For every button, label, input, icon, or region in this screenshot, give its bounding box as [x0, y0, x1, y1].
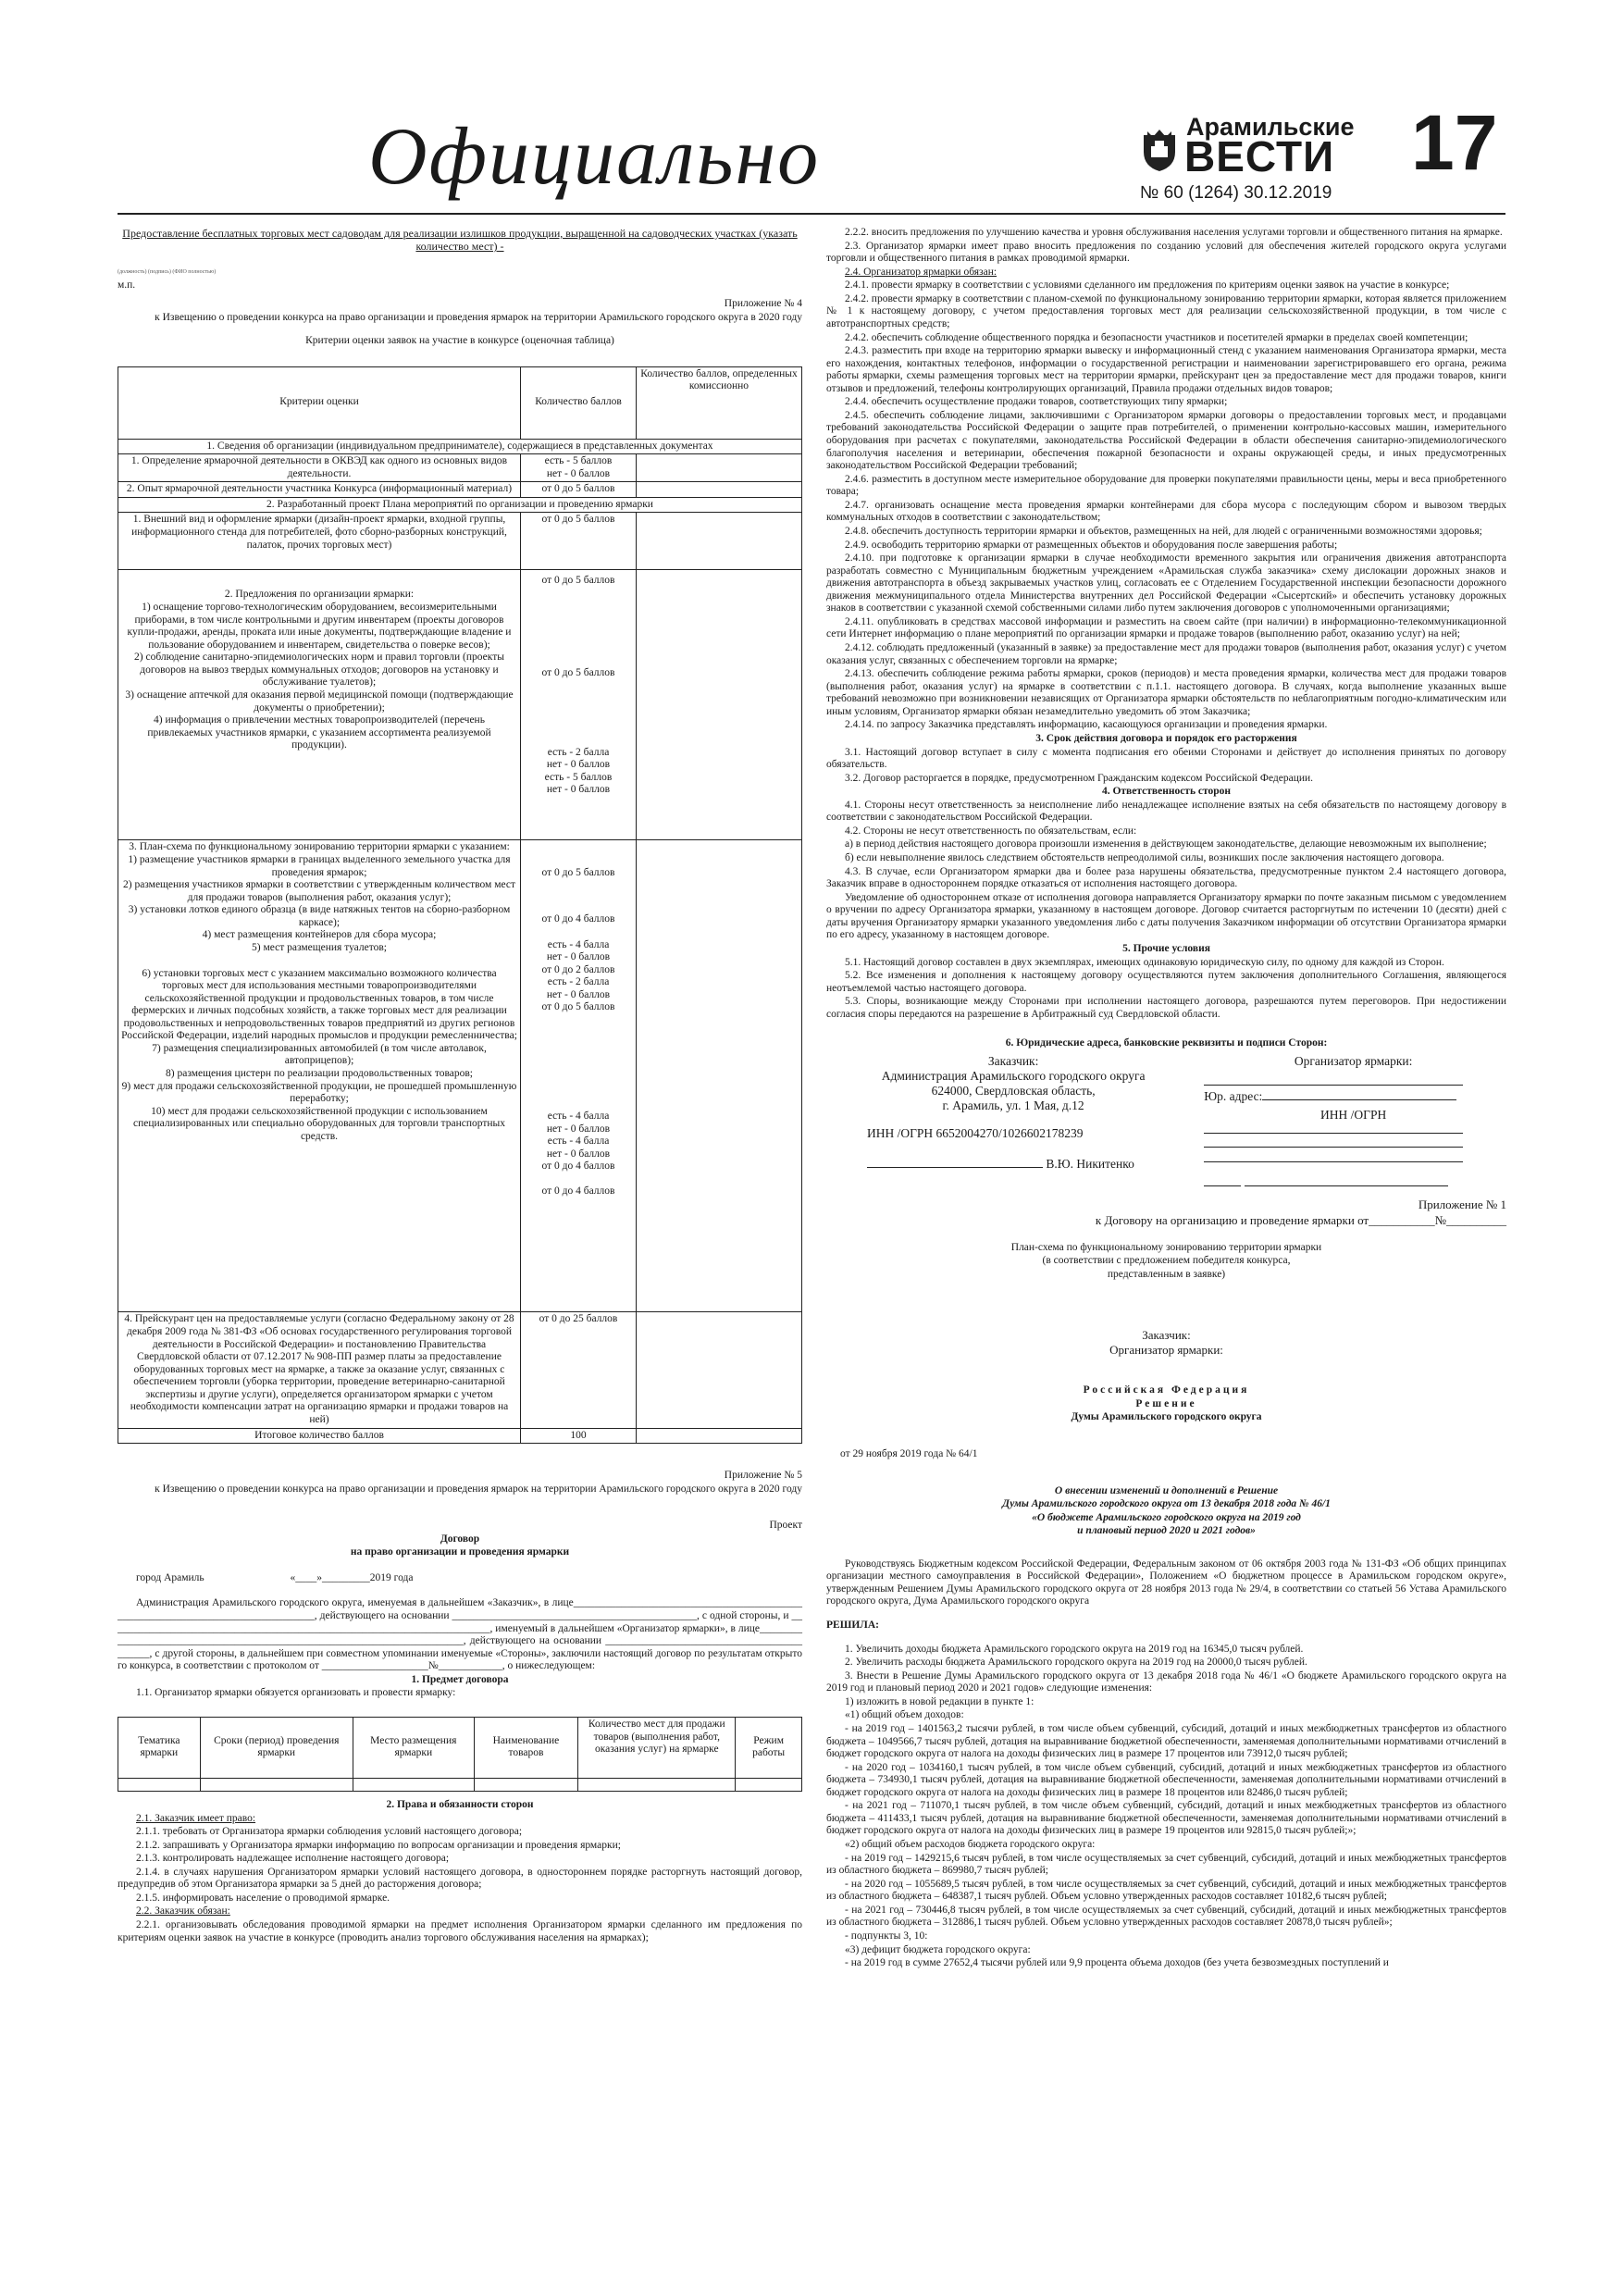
paragraph: - на 2020 год – 1034160,1 тысяч рублей, в том числе объем субвенций, субсидий, дотаций и иных межбюджетных трансфертов из областного бюджета – 734930,1 тысяч рублей, дотация на выравнивание бюджетной обеспеченности, заменяемая дополнительными нормативами отчислений в бюджет городского округа от налога на доходы физических лиц в размере 18 процентов или 82486,0 тысяч рублей; — [826, 1761, 1506, 1798]
section-cell: 2. Разработанный проект Плана мероприятий по организации и проведению ярмарки — [118, 497, 802, 513]
paragraph: 2.2. Заказчик обязан: — [136, 1905, 230, 1917]
points-cell: от 0 до 25 баллов — [521, 1312, 637, 1428]
header-cell: Тематика ярмарки — [118, 1717, 201, 1778]
paragraph: 2.4.1. провести ярмарку в соответствии с условиями сделанного им предложения по критериям оценки заявок на участие в конкурсе; — [845, 279, 1450, 292]
criterion-cell: 2. Предложения по организации ярмарки: 1) оснащение торгово-технологическим оборудованием, весоизмерительными приборами, в том числе контрольными и другим инвентарем (проекты договоров купли-продажи, аренды, проката или иные документы, подтверждающие владение и пользование оборудованием и инвентарем, свидетельства о поверке весов); 2) соблюдение санитарно-эпидемиологических норм и правил торговли (проекты договоров на вывоз твердых коммунальных отходов; договоров на установку и обслуживание туалетов); 3) оснащение аптечкой для оказания первой медицинской помощи (подтверждающие документы о приобретении); 4) информация о привлечении местных товаропроизводителей (перечень привлекаемых участников ярмарки, с указанием ассортимента реализуемой продукции). — [118, 570, 521, 840]
right-column — [826, 227, 1506, 1971]
paragraph: 4.2. Стороны не несут ответственность по обязательствам, если: — [845, 825, 1137, 837]
paragraph: 2.4. Организатор ярмарки обязан: — [845, 266, 997, 278]
scheme-signature: Организатор ярмарки: — [1109, 1342, 1223, 1357]
signatures-block — [826, 1054, 1506, 1190]
decision-title: и плановый период 2020 и 2021 годов» — [1077, 1525, 1256, 1537]
paragraph: - на 2021 год – 711070,1 тысяч рублей, в том числе объем субвенций, субсидий, дотаций и иных межбюджетных трансфертов из областного бюджета – 411433,1 тысяч рублей, дотация на выравнивание бюджетной обеспеченности, заменяемая дополнительными нормативами отчислений в бюджет городского округа от налога на доходы физических лиц в размере 19 процентов или 92815,0 тысяч рублей;»; — [826, 1800, 1506, 1837]
paragraph: 2.4.4. обеспечить осуществление продажи товаров, соответствующих типу ярмарки; — [845, 396, 1228, 408]
header-cell: Место размещения ярмарки — [353, 1717, 474, 1778]
paragraph: - на 2021 год – 730446,8 тысяч рублей, в том числе осуществляемых за счет субвенций, субсидий, дотаций и иных межбюджетных трансфертов из областного бюджета – 312886,1 тысяч рублей. Объем условно утвержденных расходов составляет 20878,0 тысяч рублей»; — [826, 1904, 1506, 1929]
paragraph: 5.2. Все изменения и дополнения к настоящему договору осуществляются путем заключения дополнительного Соглашения, являющегося неотъемлемой частью настоящего договора. — [826, 970, 1506, 994]
table-header-row — [118, 1717, 802, 1778]
header-cell: Наименование товаров — [474, 1717, 578, 1778]
newspaper-logo — [1140, 111, 1355, 180]
paragraph: 5.1. Настоящий договор составлен в двух экземплярах, имеющих одинаковую юридическую силу, по одному для каждой из Сторон. — [845, 956, 1444, 968]
paragraph: 2. Увеличить расходы бюджета Арамильского городского округа на 2019 год на 20000,0 тысяч рублей. — [845, 1657, 1307, 1669]
paragraph: 2.1.1. требовать от Организатора ярмарки соблюдения условий настоящего договора; — [136, 1826, 523, 1838]
decision-date: от 29 ноября 2019 года № 64/1 — [840, 1447, 978, 1459]
appendix-number: Приложение № 4 — [724, 297, 802, 309]
scheme-note: представленным в заявке) — [1107, 1269, 1226, 1281]
contract-subtitle: на право организации и проведения ярмарки — [350, 1546, 570, 1558]
points-cell: от 0 до 5 баллов от 0 до 4 баллов есть - 4 балла нет - 0 баллов от 0 до 2 баллов есть - 2 балла нет - 0 баллов от 0 до 5 баллов есть - 4 балла нет - 0 баллов есть - 4 балла нет - 0 баллов от 0 до 4 баллов от 0 до 4 баллов — [521, 840, 637, 1312]
paragraph: Уведомление об одностороннем отказе от исполнения договора направляется Организатору ярмарки по почте заказным письмом с уведомлением о вручении по адресу Организатора ярмарки, указанному в настоящем договоре. Договор считается расторгнутым по истечении 10 (десяти) дней с даты вручения Организатору ярмарки указанного уведомления либо с даты получения Заказчиком информации об отсутствии Организатора ярмарки по его адресу, указанному в настоящем договоре. — [826, 891, 1506, 941]
paragraph: Руководствуясь Бюджетным кодексом Российской Федерации, Федеральным законом от 06 октября 2003 года № 131-ФЗ «Об общих принципах организации местного самоуправления в Российской Федерации», Положением «О бюджетном процессе в Арамильском городском округе», утвержденным Решением Думы Арамильского городского округа от 28 ноября 2013 года № 29/4, в соответствии со статьей 56 Устава Арамильского городского округа, Дума Арамильского городского округа — [826, 1558, 1506, 1607]
header-cell: Сроки (период) проведения ярмарки — [200, 1717, 353, 1778]
total-label: Итоговое количество баллов — [118, 1428, 521, 1444]
table-header-row — [118, 366, 802, 439]
paragraph: 2.1.3. контролировать надлежащее исполнение настоящего договора; — [136, 1853, 450, 1865]
section-row — [118, 497, 802, 513]
table-row — [118, 840, 802, 1312]
criterion-cell: 4. Прейскурант цен на предоставляемые услуги (согласно Федеральному закону от 28 декабря 2009 года № 381-ФЗ «Об основах государственного регулирования торговой деятельности в Российской Федерации» и постановлению Правительства Свердловской области от 07.12.2017 № 908-ПП размер платы за предоставление оборудованных торговых мест на ярмарке, а также за оказание услуг, связанных с обеспечением торговли (уборка территории, проведение ветеринарно-санитарной экспертизы и другие услуги), определяется организатором ярмарки с учетом необходимости компенсации затрат на организацию ярмарки и продажи товаров на ней) — [118, 1312, 521, 1428]
paragraph: 2.2.2. вносить предложения по улучшению качества и уровня обслуживания населения услугами торговли и общественного питания на ярмарке. — [845, 227, 1503, 238]
header-cell: Критерии оценки — [118, 366, 521, 439]
header-divider — [118, 213, 1505, 215]
paragraph: 1.1. Организатор ярмарки обязуется организовать и провести ярмарку: — [136, 1687, 456, 1699]
paragraph: «2) общий объем расходов бюджета городского округа: — [845, 1839, 1096, 1850]
text-line: Предоставление бесплатных торговых мест садоводам для реализации излишков продукции, выращенной на садоводческих участках (указать количество мест) - — [122, 227, 798, 254]
paragraph: 2.4.9. освободить территорию ярмарки от размещенных объектов и оборудования после завершения работы; — [845, 539, 1338, 551]
paragraph: - на 2019 год в сумме 27652,4 тысячи рублей или 9,9 процента объема доходов (без учета безвозмездных поступлений и — [845, 1957, 1389, 1969]
decision-header: Думы Арамильского городского округа — [1071, 1411, 1262, 1423]
paragraph: 2.4.12. соблюдать предложенный (указанный в заявке) за предоставление мест для продажи товаров (выполнения работ, оказания услуг) с учетом оказания услуг, связанных с обеспечением торговли на ярмарке; — [826, 642, 1506, 666]
criterion-cell: 1. Внешний вид и оформление ярмарки (дизайн-проект ярмарки, входной группы, информационного стенда для потребителей, фото сборно-разборных конструкций, палаток, прочих торговых мест) — [118, 513, 521, 570]
paragraph: а) в период действия настоящего договора произошли изменения в действующем законодательстве, делающие невозможным их выполнение; — [845, 838, 1487, 850]
appendix-number: Приложение № 1 — [1418, 1198, 1506, 1212]
section-row — [118, 439, 802, 454]
brand-top: Арамильские — [1186, 113, 1355, 141]
page-number: 17 — [1411, 99, 1498, 186]
criterion-cell: 3. План-схема по функциональному зонированию территории ярмарки с указанием: 1) размещение участников ярмарки в границах выделенного земельного участка для проведения ярмарок; 2) размещения участников ярмарки в соответствии с утвержденным количеством мест для продажи товаров (выполнения работ, оказания услуг); 3) установки лотков единого образца (в виде натяжных тентов на сборно-разборном каркасе); 4) мест размещения контейнеров для сбора мусора; 5) мест размещения туалетов; 6) установки торговых мест с указанием максимально возможного количества торговых мест для использования местными товаропроизводителями сельскохозяйственной продукции и продовольственных товаров, в том числе фермерских и личных подсобных хозяйств, а также торговых мест для реализации продовольственных и непродовольственных товаров предприятий из других регионов Российской Федерации, изделий народных промыслов и продукции ремесленничества; 7) размещения специализированных автомобилей (в том числе автолавок, автоприцепов); 8) размещения цистерн по реализации продовольственных товаров; 9) мест для продажи сельскохозяйственной продукции, не прошедшей промышленную переработку; 10) мест для продажи сельскохозяйственной продукции с использованием специализированных или специально оборудованных для торговли транспортных средств. — [118, 840, 521, 1312]
points-cell: от 0 до 5 баллов — [521, 482, 637, 498]
paragraph: 2.4.2. обеспечить соблюдение общественного порядка и безопасности участников и посетителей ярмарки в пределах своей компетенции; — [845, 331, 1468, 343]
criterion-cell: 2. Опыт ярмарочной деятельности участника Конкурса (информационный материал) — [118, 482, 521, 498]
paragraph: «1) общий объем доходов: — [845, 1709, 964, 1721]
paragraph: 3.1. Настоящий договор вступает в силу с момента подписания его обеими Сторонами и действует до исполнения принятых по договору обязательств. — [826, 746, 1506, 771]
appendix-text: к Договору на организацию и проведение ярмарки от___________№__________ — [1095, 1212, 1506, 1227]
contract-intro: Администрация Арамильского городского округа, именуемая в дальнейшем «Заказчик», в лице________________________________________________________________________________, действующего на основании ______________________________________________, с одной стороны, и ________________________________________________________________________, именуемый в дальнейшем «Организатор ярмарки», в лице_________________________________________________________________________, действующего на основании ___________________________________________, с другой стороны, в дальнейшем при совместном упоминании именуемые «Стороны», заключили настоящий договор по результатам открытого конкурса, в соответствии с протоколом от ____________________№____________, о нижеследующем: — [118, 1597, 802, 1672]
paragraph: 2.4.8. обеспечить доступность территории ярмарки и объектов, размещенных на ней, для людей с ограниченными возможностями здоровья; — [845, 525, 1482, 537]
header-cell: Количество баллов, определенных комиссионно — [637, 366, 802, 439]
appendix-text: к Извещению о проведении конкурса на право организации и проведения ярмарок на территории Арамильского городского округа в 2020 году — [155, 1483, 802, 1495]
paragraph: «3) дефицит бюджета городского округа: — [845, 1943, 1031, 1955]
table-row — [118, 513, 802, 570]
section-title: Официально — [368, 112, 821, 202]
contract-title: Договор — [440, 1533, 480, 1545]
contract-place-date: город Арамиль «____»_________2019 года — [136, 1571, 414, 1583]
points-cell: от 0 до 5 баллов — [521, 513, 637, 570]
decision-title: «О бюджете Арамильского городского округа на 2019 год — [1032, 1511, 1301, 1523]
signature-caption: (должность) (подпись) (ФИО полностью) — [118, 269, 217, 276]
scheme-note: (в соответствии с предложением победителя конкурса, — [1042, 1255, 1291, 1267]
header-cell: Режим работы — [736, 1717, 802, 1778]
paragraph: 2.4.5. обеспечить соблюдение лицами, заключившими с Организатором ярмарки договоры о предоставлении торговых мест, и продавцами требований законодательства Российской Федерации о защите прав потребителей, о применении контрольно-кассовых машин, измерительного оборудования при расчетах с покупателями, законодательства Российской Федерации в области обеспечения санитарно-эпидемиологического благополучия населения и ветеринарии, обеспечения пожарной безопасности и охраны окружающей среды, и иных предусмотренных законодательством Российской Федерации требований; — [826, 409, 1506, 472]
table-row — [118, 570, 802, 840]
brand-bottom: ВЕСТИ — [1184, 132, 1335, 180]
paragraph: 2.1.4. в случаях нарушения Организатором ярмарки условий настоящего договора, в одностороннем порядке расторгнуть настоящий договор, предупредив об этом Организатора ярмарки за 5 дней до расторжения договора; — [118, 1866, 802, 1891]
table-row — [118, 1778, 802, 1791]
table-caption: Критерии оценки заявок на участие в конкурсе (оценочная таблица) — [305, 335, 614, 347]
scheme-title: План-схема по функциональному зонированию территории ярмарки — [1010, 1241, 1322, 1253]
paragraph: - на 2019 год – 1401563,2 тысячи рублей, в том числе объем субвенций, субсидий, дотаций и иных межбюджетных трансфертов из областного бюджета – 1049566,7 тысяч рублей, дотация на выравнивание бюджетной обеспеченности, заменяемая дополнительными нормативами отчислений в бюджет городского округа от налога на доходы физических лиц в размере 17 процентов или 73912,0 тысяч рублей; — [826, 1722, 1506, 1760]
decision-header: Российская Федерация — [1083, 1384, 1250, 1396]
section-heading: 4. Ответственность сторон — [1101, 786, 1232, 798]
left-column — [118, 227, 802, 1945]
paragraph: 2.1. Заказчик имеет право: — [136, 1812, 256, 1824]
paragraph: 2.4.2. провести ярмарку в соответствии с планом-схемой по функциональному зонированию территории ярмарки, которая является приложением № 1 к настоящему договору, с учетом предоставления торговых мест для реализации сельскохозяйственной продукции, в том числе с автотранспортных средств; — [826, 292, 1506, 329]
section-heading: 5. Прочие условия — [1122, 942, 1210, 954]
paragraph: - на 2020 год – 1055689,5 тысяч рублей, в том числе осуществляемых за счет субвенций, субсидий, дотаций и иных межбюджетных трансфертов из областного бюджета – 648387,1 тысяч рублей. Объем условно утвержденных расходов составляет 10182,6 тысяч рублей; — [826, 1878, 1506, 1903]
paragraph: 3. Внести в Решение Думы Арамильского городского округа от 13 декабря 2018 года № 46/1 «О бюджете Арамильского городского округа на 2019 год и плановый период 2020 и 2021 годов» следующие изменения: — [826, 1669, 1506, 1694]
table-row — [118, 482, 802, 498]
paragraph: 2.4.10. при подготовке к организации ярмарки в случае необходимости временного закрытия или ограничения движения автотранспорта разработать совместно с Муниципальным бюджетным учреждением «Арамильская служба заказчика» схему дислокации дорожных знаков и движения автотранспорта в объезд закрываемых участков улиц, согласовать ее с Отделением Государственной инспекции безопасности дорожного движения межмуниципального отдела Министерства внутренних дел Российской Федерации «Сысертский» и обеспечить установку дорожных знаков в соответствии с указанной схемой собственными силами либо путем заключения договоров с уполномоченными организациями; — [826, 552, 1506, 614]
coat-of-arms-icon — [1140, 128, 1179, 172]
paragraph: - на 2019 год – 1429215,6 тысяч рублей, в том числе осуществляемых за счет субвенций, субсидий, дотаций и иных межбюджетных трансфертов из областного бюджета – 869980,7 тысяч рублей; — [826, 1852, 1506, 1877]
total-row — [118, 1428, 802, 1444]
decision-title: Думы Арамильского городского округа от 13 декабря 2018 года № 46/1 — [1002, 1498, 1331, 1510]
customer-details: Заказчик: Администрация Арамильского городского округа 624000, Свердловская область, г. Арамиль, ул. 1 Мая, д.12 ИНН /ОГРН 6652004270/1026602178239 В.Ю. Никитенко — [867, 1053, 1146, 1172]
decision-header: Решение — [1135, 1397, 1197, 1409]
paragraph: 3.2. Договор расторгается в порядке, предусмотренном Гражданским кодексом Российской Федерации. — [845, 772, 1314, 784]
paragraph: 2.3. Организатор ярмарки имеет право вносить предложения по созданию условий для обеспечения жителей городского округа услугами торговли и общественного питания в рамках проводимой ярмарки. — [826, 240, 1506, 265]
paragraph: 4.1. Стороны несут ответственность за неисполнение либо ненадлежащее исполнение взятых на себя обязательств по настоящему договору в соответствии с законодательством Российской Федерации. — [826, 799, 1506, 824]
fair-details-table — [118, 1717, 802, 1792]
decision-title: О внесении изменений и дополнений в Решение — [1054, 1484, 1279, 1496]
paragraph: 2.4.3. разместить при входе на территорию ярмарки вывеску и информационный стенд с указанием наименования Организатора ярмарки, места его нахождения, контактных телефонов, информации о государственной регистрации и наименовании зарегистрировавшего его органа, режима работы ярмарки, схемы размещения торговых мест на территории ярмарки, прейскурант цен за предоставление мест для продажи товаров, книги отзывов и предложений, телефоны контролирующих организаций, Правила продажи отдельных видов товаров; — [826, 345, 1506, 394]
paragraph: - подпункты 3, 10: — [845, 1930, 928, 1942]
paragraph: 1. Увеличить доходы бюджета Арамильского городского округа на 2019 год на 16345,0 тысяч рублей. — [845, 1643, 1304, 1655]
section-cell: 1. Сведения об организации (индивидуальном предпринимателе), содержащиеся в представленных документах — [118, 439, 802, 454]
table-row — [118, 454, 802, 482]
criterion-cell: 1. Определение ярмарочной деятельности в ОКВЭД как одного из основных видов деятельности. — [118, 454, 521, 482]
paragraph: 2.4.7. организовать оснащение места проведения ярмарки контейнерами для сбора мусора с последующим сбором и вывозом твердых коммунальных отходов в соответствии с законодательством; — [826, 499, 1506, 524]
scheme-signature: Заказчик: — [1142, 1327, 1191, 1342]
paragraph: 2.1.2. запрашивать у Организатора ярмарки информацию по вопросам организации и проведения ярмарки; — [136, 1839, 621, 1851]
header-cell: Количество баллов — [521, 366, 637, 439]
paragraph: 2.4.13. обеспечить соблюдение режима работы ярмарки, сроков (периодов) и места проведения ярмарки, количества мест для продажи товаров (выполнения работ, оказания услуг) на ярмарке в соответствии с п.1.1. настоящего договора. В случаях, когда выполнение указанных выше требований невозможно при возникновении независящих от Организатора ярмарки обстоятельств по неблагоприятным погодно-климатическим или иным условиям, Организатор ярмарки обязан незамедлительно уведомить об этом Заказчика; — [826, 668, 1506, 717]
resolution-heading: РЕШИЛА: — [826, 1620, 879, 1631]
paragraph: 2.2.1. организовывать обследования проводимой ярмарки на предмет исполнения Организатором ярмарки сделанного им предложения по критериям оценки заявок на участие в конкурсе (проводить анализ торгового обслуживания населения на ярмарках); — [118, 1919, 802, 1943]
section-heading: 3. Срок действия договора и порядок его расторжения — [1035, 732, 1297, 744]
section-heading: 1. Предмет договора — [411, 1673, 509, 1685]
paragraph: 2.4.6. разместить в доступном месте измерительное оборудование для проверки покупателями правильности цены, меры и веса приобретенного товара; — [826, 473, 1506, 498]
organizer-details: Организатор ярмарки: Юр. адрес: ИНН /ОГРН — [1200, 1054, 1506, 1190]
paragraph: 4.3. В случае, если Организатором ярмарки два и более раза нарушены обязательства, предусмотренные пунктом 2.4 настоящего договора, Заказчик вправе в одностороннем порядке отказаться от исполнения настоящего договора. — [826, 865, 1506, 890]
appendix-number: Приложение № 5 — [724, 1470, 802, 1482]
criteria-table — [118, 366, 802, 1444]
header-cell: Количество мест для продажи товаров (выполнения работ, оказания услуг) на ярмарке — [578, 1717, 736, 1778]
points-cell: от 0 до 5 баллов от 0 до 5 баллов есть - 2 балла нет - 0 баллов есть - 5 баллов нет - 0 баллов — [521, 570, 637, 840]
section-heading: 6. Юридические адреса, банковские реквизиты и подписи Сторон: — [1005, 1037, 1328, 1049]
draft-mark: Проект — [769, 1520, 802, 1532]
stamp-mark: м.п. — [118, 279, 136, 292]
paragraph: 5.3. Споры, возникающие между Сторонами при исполнении настоящего договора, разрешаются путем переговоров. При недостижении согласия споры передаются на разрешение в Арбитражный суд Свердловской области. — [826, 996, 1506, 1020]
issue-info: № 60 (1264) 30.12.2019 — [1140, 183, 1332, 203]
paragraph: 2.1.5. информировать население о проводимой ярмарке. — [136, 1892, 390, 1904]
appendix-text: к Извещению о проведении конкурса на право организации и проведения ярмарок на территории Арамильского городского округа в 2020 году — [155, 311, 802, 323]
points-cell: есть - 5 баллов нет - 0 баллов — [521, 454, 637, 482]
paragraph: 1) изложить в новой редакции в пункте 1: — [845, 1695, 1035, 1707]
paragraph: б) если невыполнение явилось следствием обстоятельств непреодолимой силы, возникших после заключения настоящего договора. — [845, 852, 1444, 863]
section-heading: 2. Права и обязанности сторон — [386, 1798, 534, 1810]
total-value: 100 — [521, 1428, 637, 1444]
paragraph: 2.4.14. по запросу Заказчика представлять информацию, касающуюся организации и проведения ярмарки. — [845, 719, 1328, 731]
table-row — [118, 1312, 802, 1428]
paragraph: 2.4.11. опубликовать в средствах массовой информации и разместить на своем сайте (при наличии) в информационно-телекоммуникационной сети Интернет информацию о плане мероприятий по организации ярмарки и продаже товаров (выполнению работ, оказанию услуг) на ней; — [826, 615, 1506, 640]
